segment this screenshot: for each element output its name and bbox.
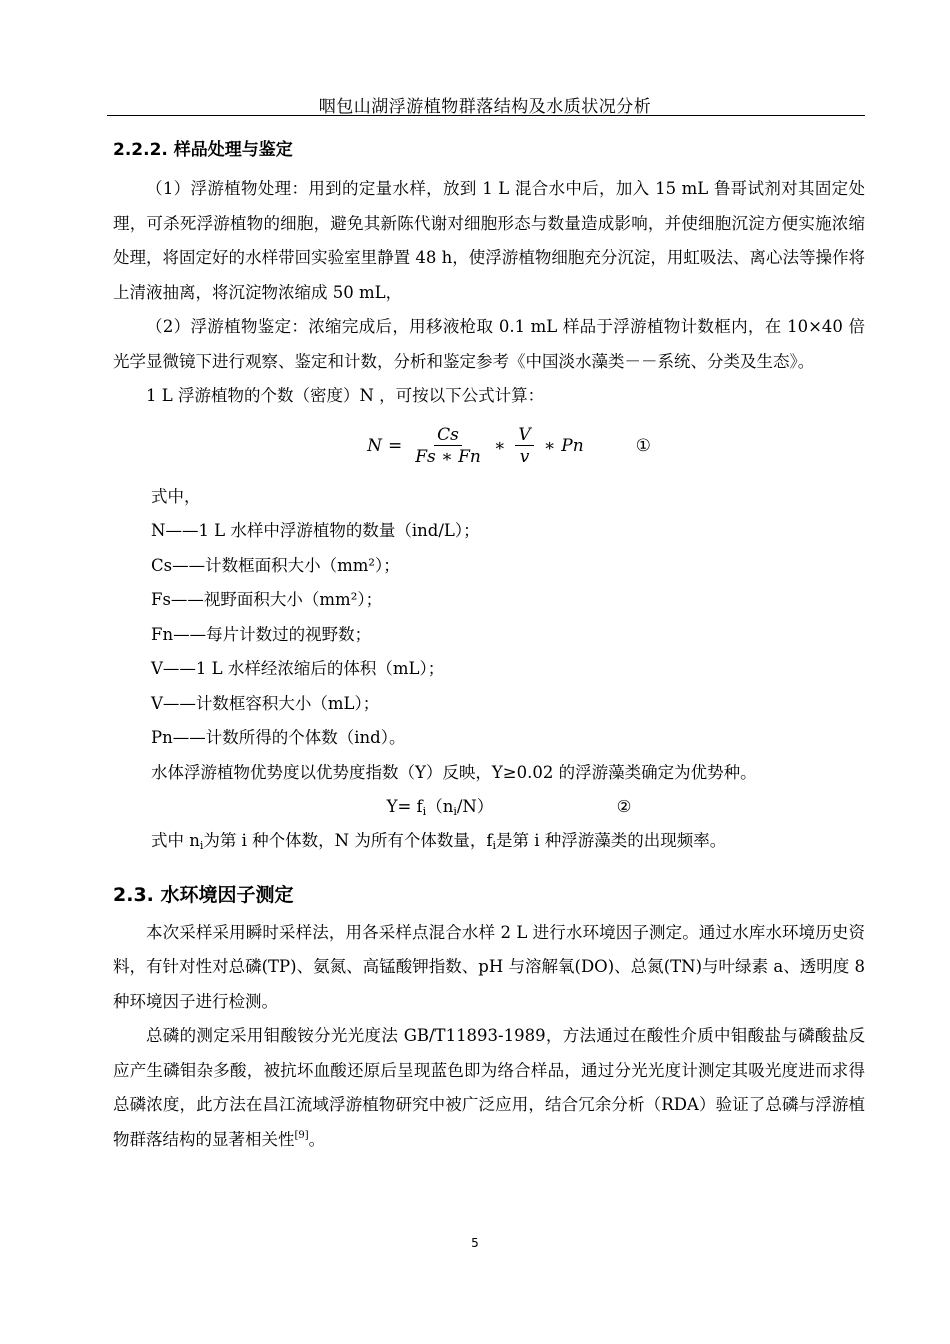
paragraph-identification: （2）浮游植物鉴定：浓缩完成后，用移液枪取 0.1 mL 样品于浮游植物计数框内，在 10×40 倍光学显微镜下进行观察、鉴定和计数，分析和鉴定参考《中国淡水藻类－－系统、分类及生态》。 — [113, 317, 865, 371]
fraction-numerator: Cs — [434, 425, 462, 446]
definition-item: N——1 L 水样中浮游植物的数量（ind/L）； — [151, 521, 480, 540]
formula-intro: 1 L 浮游植物的个数（密度）N ，可按以下公式计算： — [146, 386, 545, 405]
definition-item: V——计数框容积大小（mL）； — [151, 693, 380, 713]
fraction-denominator: Fs ∗ Fn — [415, 447, 481, 467]
fraction-numerator: V — [515, 425, 533, 446]
note-text: 是第 i 种浮游藻类的出现频率。 — [496, 831, 727, 850]
header-divider — [107, 115, 865, 116]
paragraph-sampling: 本次采样采用瞬时采样法，用各采样点混合水样 2 L 进行水环境因子测定。通过水库水环境历史资料，有针对性对总磷(TP)、氨氮、高锰酸钾指数、pH 与溶解氧(DO)、总氮(TN)与叶绿素 a、透明度 8 种环境因子进行检测。 — [113, 922, 865, 1011]
definition-item: Fs——视野面积大小（mm²）； — [151, 590, 383, 609]
formula-text: /N） — [456, 797, 494, 816]
note-text: 式中 n — [151, 831, 200, 850]
definition-item: Cs——计数框面积大小（mm²）； — [151, 555, 400, 575]
formula-equals: = — [387, 436, 403, 457]
formula-2-note — [113, 824, 865, 859]
paragraph-phosphorus — [113, 1019, 865, 1157]
note-subscript: i — [492, 839, 496, 852]
formula-multiply: ∗ — [543, 436, 556, 457]
definition-item: Pn——计数所得的个体数（ind）。 — [151, 728, 406, 747]
density-formula — [113, 418, 865, 476]
definition-item: Fn——每片计数过的视野数； — [151, 624, 372, 644]
fraction-denominator: v — [519, 447, 530, 467]
fraction-volume — [515, 425, 533, 468]
page-number: 5 — [471, 1236, 479, 1250]
formula-text: （n — [426, 797, 454, 816]
paragraph-processing: （1）浮游植物处理：用到的定量水样，放到 1 L 混合水中后，加入 15 mL 鲁哥试剂对其固定处理，可杀死浮游植物的细胞，避免其新陈代谢对细胞形态与数量造成影响，并使细胞沉淀方便实施浓缩处理，将固定好的水样带回实验室里静置 48 h，使浮游植物细胞充分沉淀，用虹吸法、离心法等操作将上清液抽离，将沉淀物浓缩成 50 mL， — [113, 179, 865, 302]
page-body — [113, 134, 865, 1157]
section-heading-2-2-2: 2.2.2. 样品处理与鉴定 — [113, 140, 293, 160]
note-subscript: i — [199, 839, 204, 852]
formula-subscript: i — [422, 805, 427, 818]
dominance-formula — [113, 790, 865, 824]
where-label: 式中， — [151, 486, 201, 506]
equation-number-1: ① — [635, 436, 651, 457]
paragraph-text: 。 — [308, 1129, 326, 1149]
dominance-description: 水体浮游植物优势度以优势度指数（Y）反映，Y≥0.02 的浮游藻类确定为优势种。 — [151, 762, 757, 782]
equation-number-2: ② — [616, 797, 632, 816]
formula-subscript: i — [453, 805, 457, 818]
formula-text: Y= f — [386, 797, 423, 816]
paragraph-text: 总磷的测定采用钼酸铵分光光度法 GB/T11893-1989，方法通过在酸性介质中钼酸盐与磷酸盐反应产生磷钼杂多酸，被抗坏血酸还原后呈现蓝色即为络合样品，通过分光光度计测定其吸光度进而求得总磷浓度，此方法在昌江流域浮游植物研究中被广泛应用，结合冗余分析（RDA）验证了总磷与浮游植物群落结构的显著相关性 — [113, 1026, 865, 1149]
definition-item: V——1 L 水样经浓缩后的体积（mL）； — [151, 659, 445, 678]
running-header: 咽包山湖浮游植物群落结构及水质状况分析 — [318, 97, 652, 117]
formula-pn: Pn — [561, 436, 584, 457]
fraction-cs-fs-fn — [412, 425, 484, 468]
citation-reference[interactable]: [9] — [294, 1129, 309, 1141]
formula-multiply: ∗ — [493, 436, 506, 457]
formula-lhs: N — [367, 436, 382, 457]
section-heading-2-3: 2.3. 水环境因子测定 — [113, 883, 294, 906]
note-text: 为第 i 种个体数，N 为所有个体数量，f — [203, 831, 493, 850]
